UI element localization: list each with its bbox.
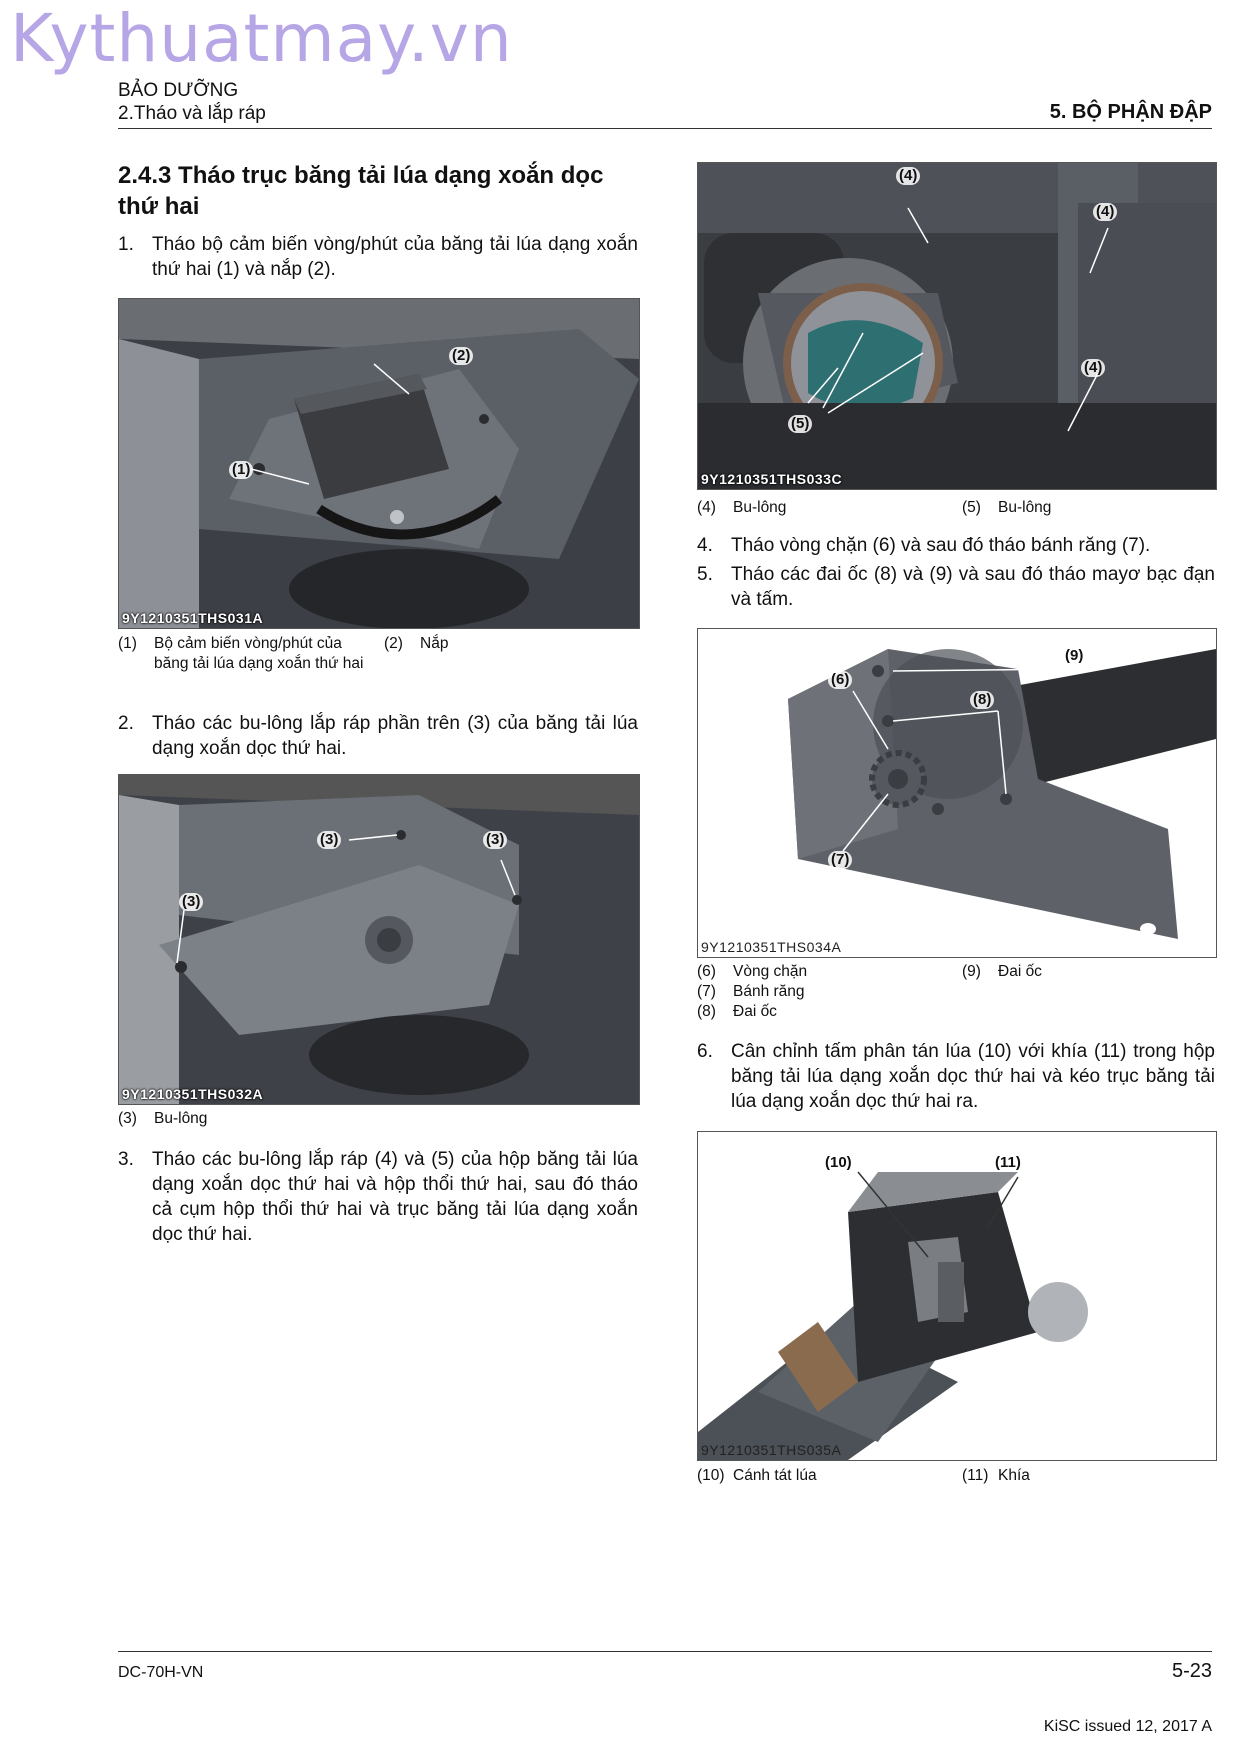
step-6: [697, 1039, 1215, 1114]
photo-scatter-plate: [697, 1131, 1217, 1461]
footer-model: DC-70H-VN: [118, 1664, 204, 1681]
photo-id: 9Y1210351THS033C: [701, 471, 843, 487]
step-number: 4.: [697, 535, 713, 556]
caption-number: (4): [697, 499, 716, 516]
step-text: Tháo các bu-lông lắp ráp (4) và (5) của hộp băng tải lúa dạng xoắn dọc thứ hai và hộp thổi thứ hai, sau đó tháo cả cụm hộp thổi thứ hai và trục băng tải lúa dạng xoắn dọc thứ hai.: [152, 1149, 638, 1245]
callout-2: (2): [449, 347, 473, 365]
caption-6: [697, 962, 917, 982]
caption-text: Nắp: [420, 635, 449, 652]
photo-gear-plate: [697, 628, 1217, 958]
caption-text: Khía: [998, 1467, 1030, 1484]
caption-number: (1): [118, 635, 137, 652]
step-number: 6.: [697, 1041, 713, 1062]
caption-text: Vòng chặn: [733, 963, 808, 980]
callout-3b: (3): [483, 831, 507, 849]
callout-1: (1): [229, 461, 253, 479]
caption-9: [962, 962, 1182, 982]
caption-number: (2): [384, 635, 403, 652]
caption-11: [962, 1466, 1182, 1486]
photo-id: 9Y1210351THS032A: [122, 1086, 264, 1102]
caption-7: [697, 982, 917, 1002]
caption-4: [697, 498, 917, 518]
page-number: 5-23: [1171, 1660, 1212, 1682]
callout-9: (9): [1062, 647, 1086, 665]
callout-3c: (3): [179, 893, 203, 911]
footer-rule: [118, 1651, 1212, 1652]
photo-id: 9Y1210351THS031A: [122, 610, 264, 626]
caption-number: (10): [697, 1467, 725, 1484]
step-text: Tháo các đai ốc (8) và (9) và sau đó tháo mayơ bạc đạn và tấm.: [731, 564, 1215, 610]
photo-sensor-cover: [118, 298, 640, 629]
step-number: 1.: [118, 234, 134, 255]
caption-text: Đai ốc: [733, 1003, 777, 1020]
callout-8: (8): [970, 691, 994, 709]
watermark: Kythuatmay.vn: [10, 0, 513, 77]
header-chapter: 5. BỘ PHẬN ĐẬP: [1049, 101, 1212, 123]
callout-5: (5): [788, 415, 812, 433]
callout-7: (7): [828, 851, 852, 869]
photo-id: 9Y1210351THS034A: [701, 939, 842, 955]
callout-6: (6): [828, 671, 852, 689]
caption-text: Đai ốc: [998, 963, 1042, 980]
step-5: [697, 562, 1215, 612]
caption-8: [697, 1002, 917, 1022]
caption-number: (11): [962, 1467, 989, 1484]
caption-number: (7): [697, 983, 716, 1000]
callout-4b: (4): [1093, 203, 1117, 221]
caption-text: Bu-lông: [154, 1110, 208, 1127]
photo-upper-bolts: [118, 774, 640, 1105]
caption-text: Bu-lông: [998, 499, 1052, 516]
step-text: Cân chỉnh tấm phân tán lúa (10) với khía (11) trong hộp băng tải lúa dạng xoắn dọc thứ hai và kéo trục băng tải lúa dạng xoắn dọc thứ hai ra.: [731, 1041, 1215, 1112]
step-2: [118, 711, 638, 761]
caption-number: (6): [697, 963, 716, 980]
step-number: 3.: [118, 1149, 134, 1170]
caption-10: [697, 1466, 937, 1486]
caption-3: [118, 1109, 368, 1129]
step-text: Tháo các bu-lông lắp ráp phần trên (3) của băng tải lúa dạng xoắn dọc thứ hai.: [152, 713, 638, 759]
caption-number: (8): [697, 1003, 716, 1020]
callout-4c: (4): [1081, 359, 1105, 377]
caption-1: [118, 634, 368, 674]
caption-number: (9): [962, 963, 981, 980]
callout-11: (11): [992, 1154, 1024, 1172]
callout-3a: (3): [317, 831, 341, 849]
caption-text: Cánh tát lúa: [733, 1467, 817, 1484]
caption-number: (5): [962, 499, 981, 516]
caption-text: Bu-lông: [733, 499, 787, 516]
step-number: 2.: [118, 713, 134, 734]
caption-2: [384, 634, 584, 654]
header-subsection: 2.Tháo và lắp ráp: [118, 103, 266, 124]
header-rule: [118, 128, 1212, 129]
caption-text: Bánh răng: [733, 983, 805, 1000]
step-text: Tháo vòng chặn (6) và sau đó tháo bánh răng (7).: [731, 535, 1151, 556]
callout-10: (10): [822, 1154, 855, 1172]
photo-id: 9Y1210351THS035A: [701, 1442, 842, 1458]
step-1: [118, 232, 638, 282]
caption-text: Bộ cảm biến vòng/phút của băng tải lúa dạng xoắn thứ hai: [154, 635, 364, 672]
caption-5: [962, 498, 1182, 518]
step-number: 5.: [697, 564, 713, 585]
step-text: Tháo bộ cảm biến vòng/phút của băng tải lúa dạng xoắn thứ hai (1) và nắp (2).: [152, 234, 638, 280]
section-title: 2.4.3 Tháo trục băng tải lúa dạng xoắn dọc thứ hai: [118, 162, 604, 220]
header-section: BẢO DƯỠNG: [118, 80, 239, 101]
callout-4a: (4): [896, 167, 920, 185]
step-3: [118, 1147, 638, 1247]
issued-note: KiSC issued 12, 2017 A: [1043, 1718, 1212, 1735]
step-4: [697, 533, 1215, 558]
photo-blower-box: [697, 162, 1217, 490]
caption-number: (3): [118, 1110, 137, 1127]
